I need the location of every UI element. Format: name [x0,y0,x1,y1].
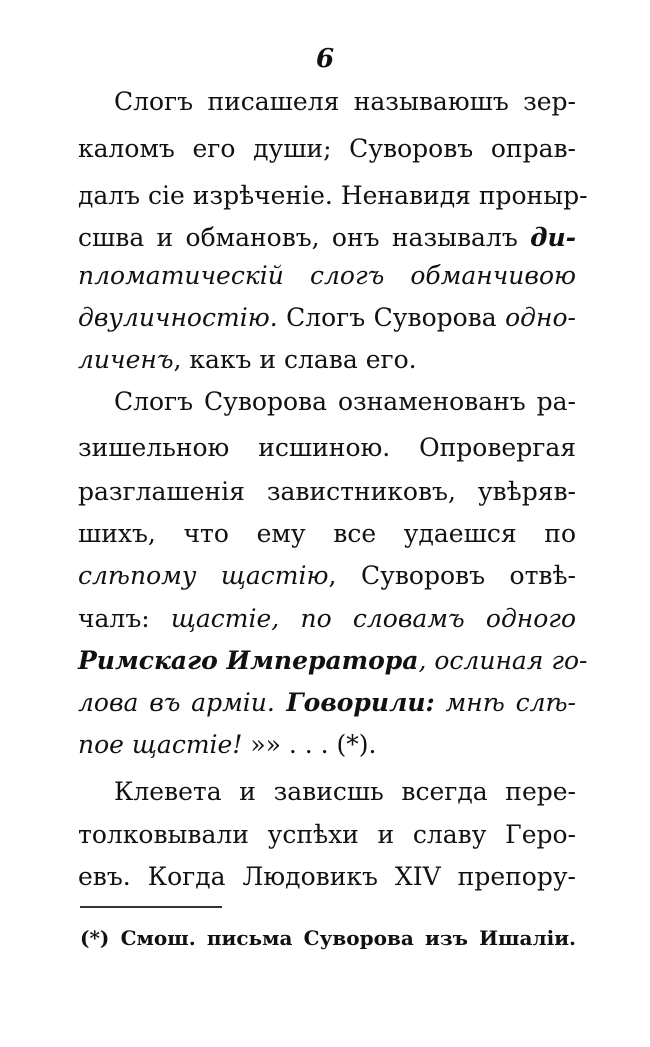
line-13-part-2: щастіе, по словамъ одного [170,604,576,633]
line-16-part-1: пое щастіе! [78,730,243,759]
line-15-part-2: Говорили: [274,688,435,717]
footnote-divider [80,906,222,908]
text-line-6 [78,298,576,338]
line-6-part-1: двуличностію. [78,303,278,332]
line-12-part-2: , Суворовъ отвѣ- [328,561,576,590]
text-line-18 [78,815,576,855]
text-line-7 [78,340,576,380]
line-6-part-2: Слогъ Суворова [277,303,506,332]
text-line-13 [78,599,576,639]
line-9-part-1: зишельною исшиною. Опровергая [78,433,576,462]
line-5-part-1: пломатическій слогъ обманчивою [78,261,576,290]
line-10-part-1: разглашенія завистниковъ, увѣряв- [78,477,576,506]
text-line-14 [78,641,588,681]
text-line-17 [114,772,576,812]
line-18-part-1: толковывали успѣхи и славу Геро- [78,820,576,849]
line-17-part-1: Клевета и зависшь всегда пере- [114,777,576,806]
line-4-part-2: ди- [530,223,576,252]
line-2-part-1: каломъ его души; Суворовъ оправ- [78,134,576,163]
text-line-15 [78,683,576,723]
line-4-part-1: сшва и обмановъ, онъ называлъ [78,223,531,252]
line-3-part-1: далъ сіе изрѣченіе. Ненавидя проныр- [78,181,588,210]
text-line-11 [78,514,576,554]
line-16-part-2: »» . . . (*). [242,730,377,759]
footnote: (*) Смош. письма Суворова изъ Ишаліи. [80,926,576,950]
line-13-part-1: чалъ: [78,604,171,633]
line-15-part-1: лова въ арміи. [78,688,275,717]
text-line-19 [78,857,576,897]
line-12-part-1: слѣпому щастію [78,561,329,590]
text-line-16 [78,725,576,765]
line-8-part-1: Слогъ Суворова ознаменованъ ра- [114,387,576,416]
line-11-part-1: шихъ, что ему все удаешся по [78,519,576,548]
text-line-10 [78,472,576,512]
line-14-part-1: Римскаго Императора [78,646,419,675]
line-7-part-1: личенъ [78,345,174,374]
text-line-2 [78,129,576,169]
line-19-part-1: евъ. Когда Людовикъ XIV препору- [78,862,576,891]
line-6-part-3: одно- [505,303,576,332]
text-line-5 [78,256,576,296]
text-line-3 [78,176,588,216]
line-7-part-2: , какъ и слава его. [173,345,417,374]
page-number: 6 [315,44,335,74]
line-14-part-2: , ослиная го- [418,646,588,675]
text-line-9 [78,428,576,468]
line-15-part-3: мнѣ слѣ- [434,688,576,717]
text-line-4 [78,218,576,258]
text-line-12 [78,556,576,596]
line-1-part-1: Слогъ писашеля называюшъ зер- [114,87,576,116]
text-line-8 [114,382,576,422]
text-line-1 [114,82,576,122]
